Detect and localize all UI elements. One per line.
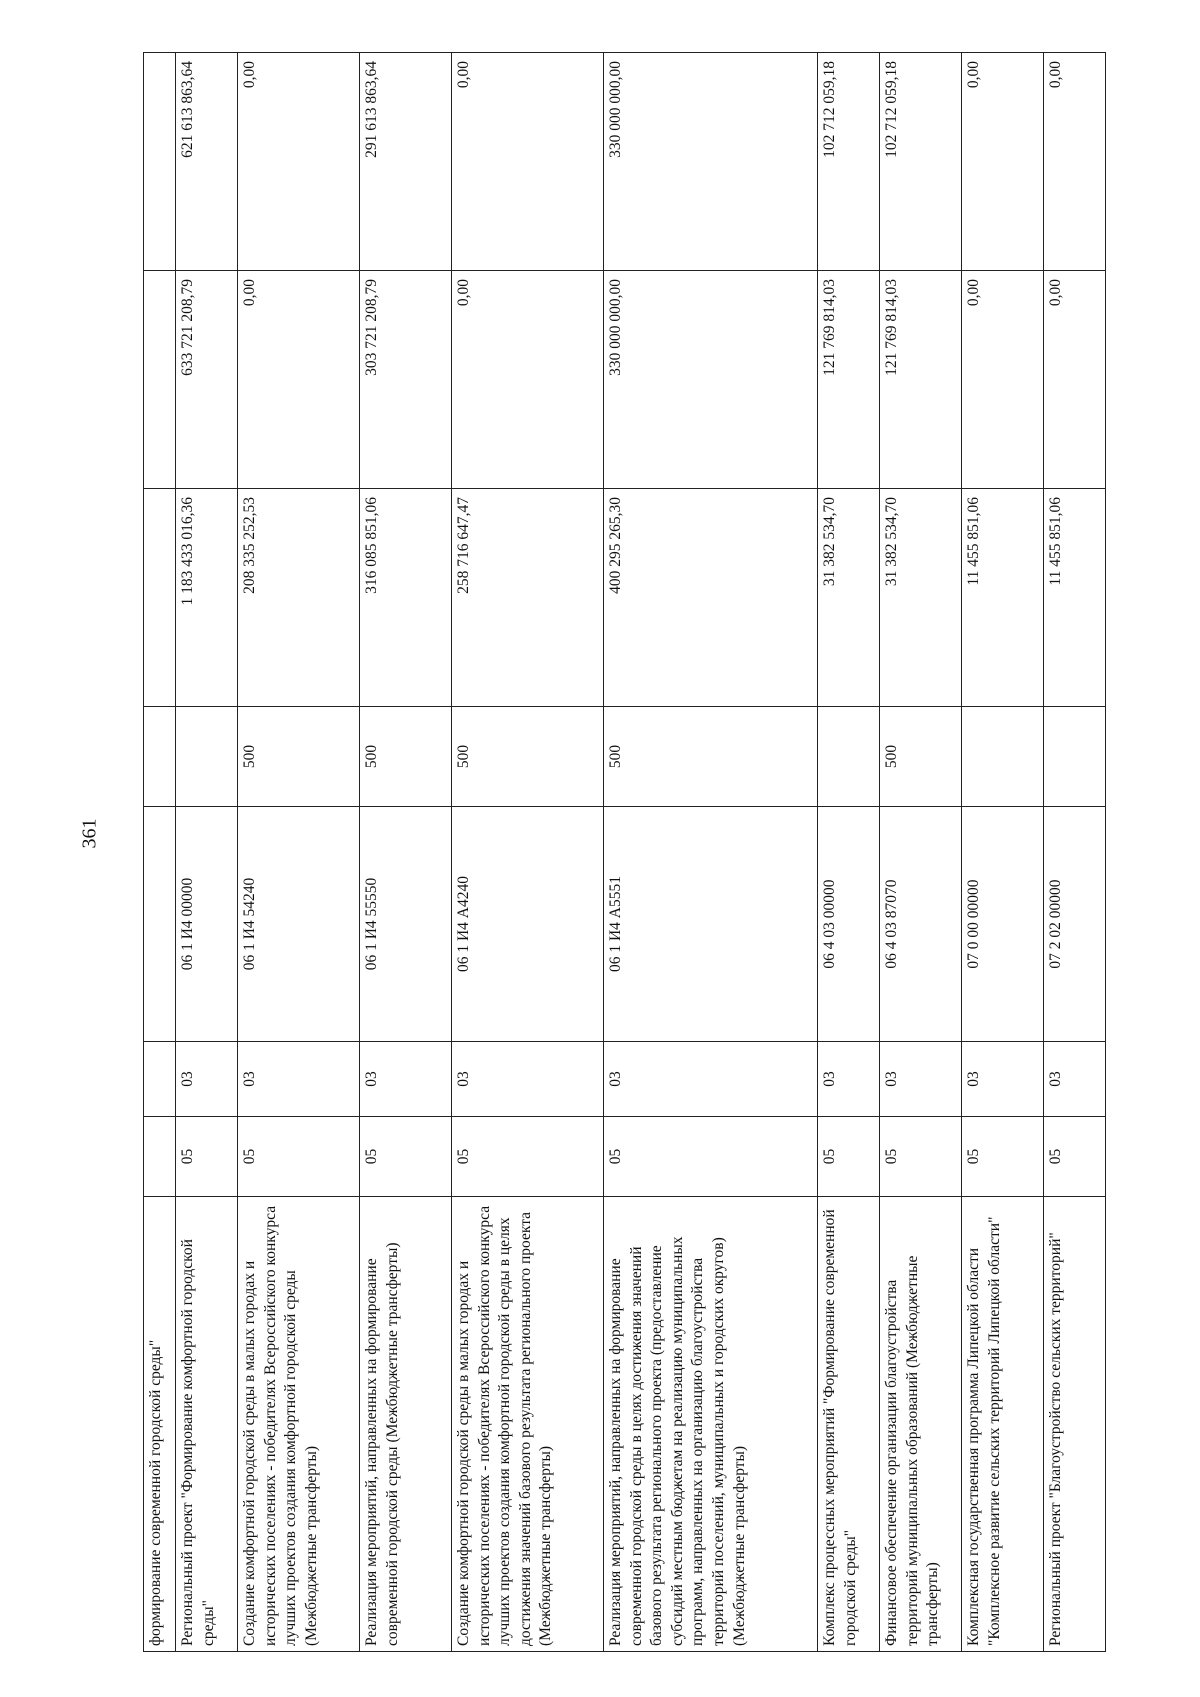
csr-cell: 06 1 И4 00000 [176, 807, 238, 1042]
sum-2027-cell: 621 613 863,64 [176, 53, 238, 271]
row-name-cell: Комплекс процессных мероприятий "Формирование современной городской среды" [818, 1197, 880, 1652]
table-row [818, 53, 880, 1652]
rz-cell: 05 [962, 1117, 1044, 1197]
rz-cell: 05 [818, 1117, 880, 1197]
sum-2025-cell: 31 382 534,70 [880, 489, 962, 707]
csr-cell: 06 4 03 87070 [880, 807, 962, 1042]
sum-2027-cell: 102 712 059,18 [880, 53, 962, 271]
row-name-cell: формирование современной городской среды" [144, 1197, 176, 1652]
pr-cell: 03 [880, 1042, 962, 1117]
vr-cell: 500 [604, 707, 818, 807]
row-name-cell: Реализация мероприятий, направленных на формирование современной городской среды (Межбюджетные трансферты) [360, 1197, 452, 1652]
table-row [1044, 53, 1106, 1652]
csr-cell: 06 1 И4 А5551 [604, 807, 818, 1042]
row-name-cell: Реализация мероприятий, направленных на формирование современной городской среды в целях достижения значений базового результата регионального проекта (предоставление субсидий местным бюджетам на реализацию муниципальных программ, направленных на организацию благоустройства территорий поселений, муниципальных и городских округов) (Межбюджетные трансферты) [604, 1197, 818, 1652]
table-row [604, 53, 818, 1652]
pr-cell: 03 [1044, 1042, 1106, 1117]
row-name-cell: Региональный проект "Благоустройство сельских территорий" [1044, 1197, 1106, 1652]
rz-cell: 05 [238, 1117, 360, 1197]
table-row [176, 53, 238, 1652]
sum-2026-cell: 633 721 208,79 [176, 271, 238, 489]
sum-2026-cell: 121 769 814,03 [880, 271, 962, 489]
sum-2025-cell: 11 455 851,06 [962, 489, 1044, 707]
sum-2027-cell: 0,00 [962, 53, 1044, 271]
sum-2025-cell: 1 183 433 016,36 [176, 489, 238, 707]
sum-2025-cell: 316 085 851,06 [360, 489, 452, 707]
rz-cell: 05 [452, 1117, 604, 1197]
sum-2026-cell [144, 271, 176, 489]
rz-cell: 05 [1044, 1117, 1106, 1197]
csr-cell: 06 1 И4 55550 [360, 807, 452, 1042]
vr-cell [818, 707, 880, 807]
pr-cell: 03 [176, 1042, 238, 1117]
sum-2027-cell: 0,00 [452, 53, 604, 271]
table-row [360, 53, 452, 1652]
vr-cell [144, 707, 176, 807]
pr-cell: 03 [818, 1042, 880, 1117]
row-name-cell: Региональный проект "Формирование комфортной городской среды" [176, 1197, 238, 1652]
csr-cell: 06 1 И4 54240 [238, 807, 360, 1042]
table-row [962, 53, 1044, 1652]
rz-cell: 05 [360, 1117, 452, 1197]
sum-2025-cell [144, 489, 176, 707]
sum-2027-cell: 102 712 059,18 [818, 53, 880, 271]
rz-cell: 05 [604, 1117, 818, 1197]
table-row [238, 53, 360, 1652]
pr-cell: 03 [452, 1042, 604, 1117]
row-name-cell: Финансовое обеспечение организации благоустройства территорий муниципальных образований (Межбюджетные трансферты) [880, 1197, 962, 1652]
table-row [452, 53, 604, 1652]
pr-cell [144, 1042, 176, 1117]
sum-2025-cell: 31 382 534,70 [818, 489, 880, 707]
sum-2026-cell: 121 769 814,03 [818, 271, 880, 489]
rotated-table-container [143, 52, 1093, 1652]
vr-cell [1044, 707, 1106, 807]
sum-2027-cell: 291 613 863,64 [360, 53, 452, 271]
pr-cell: 03 [238, 1042, 360, 1117]
row-name-cell: Комплексная государственная программа Липецкой области "Комплексное развитие сельских территорий Липецкой области" [962, 1197, 1044, 1652]
rz-cell: 05 [176, 1117, 238, 1197]
sum-2027-cell: 0,00 [238, 53, 360, 271]
csr-cell: 07 0 00 00000 [962, 807, 1044, 1042]
budget-table [143, 52, 1106, 1652]
vr-cell: 500 [238, 707, 360, 807]
sum-2026-cell: 330 000 000,00 [604, 271, 818, 489]
sum-2026-cell: 0,00 [1044, 271, 1106, 489]
vr-cell: 500 [360, 707, 452, 807]
csr-cell: 06 4 03 00000 [818, 807, 880, 1042]
sum-2025-cell: 208 335 252,53 [238, 489, 360, 707]
sum-2026-cell: 0,00 [238, 271, 360, 489]
sum-2025-cell: 11 455 851,06 [1044, 489, 1106, 707]
rz-cell: 05 [880, 1117, 962, 1197]
csr-cell: 07 2 02 00000 [1044, 807, 1106, 1042]
sum-2025-cell: 258 716 647,47 [452, 489, 604, 707]
sum-2027-cell: 0,00 [1044, 53, 1106, 271]
vr-cell [962, 707, 1044, 807]
csr-cell: 06 1 И4 А4240 [452, 807, 604, 1042]
vr-cell: 500 [880, 707, 962, 807]
vr-cell: 500 [452, 707, 604, 807]
sum-2026-cell: 0,00 [962, 271, 1044, 489]
page-number: 361 [78, 818, 101, 849]
vr-cell [176, 707, 238, 807]
table-row [880, 53, 962, 1652]
sum-2027-cell: 330 000 000,00 [604, 53, 818, 271]
sum-2025-cell: 400 295 265,30 [604, 489, 818, 707]
row-name-cell: Создание комфортной городской среды в малых городах и исторических поселениях - победителях Всероссийского конкурса лучших проектов создания комфортной городской среды в целях достижения значений базового результата регионального проекта (Межбюджетные трансферты) [452, 1197, 604, 1652]
table-row [144, 53, 176, 1652]
sum-2026-cell: 303 721 208,79 [360, 271, 452, 489]
pr-cell: 03 [962, 1042, 1044, 1117]
sum-2026-cell: 0,00 [452, 271, 604, 489]
row-name-cell: Создание комфортной городской среды в малых городах и исторических поселениях - победителях Всероссийского конкурса лучших проектов создания комфортной городской среды (Межбюджетные трансферты) [238, 1197, 360, 1652]
csr-cell [144, 807, 176, 1042]
pr-cell: 03 [604, 1042, 818, 1117]
rz-cell [144, 1117, 176, 1197]
sum-2027-cell [144, 53, 176, 271]
pr-cell: 03 [360, 1042, 452, 1117]
